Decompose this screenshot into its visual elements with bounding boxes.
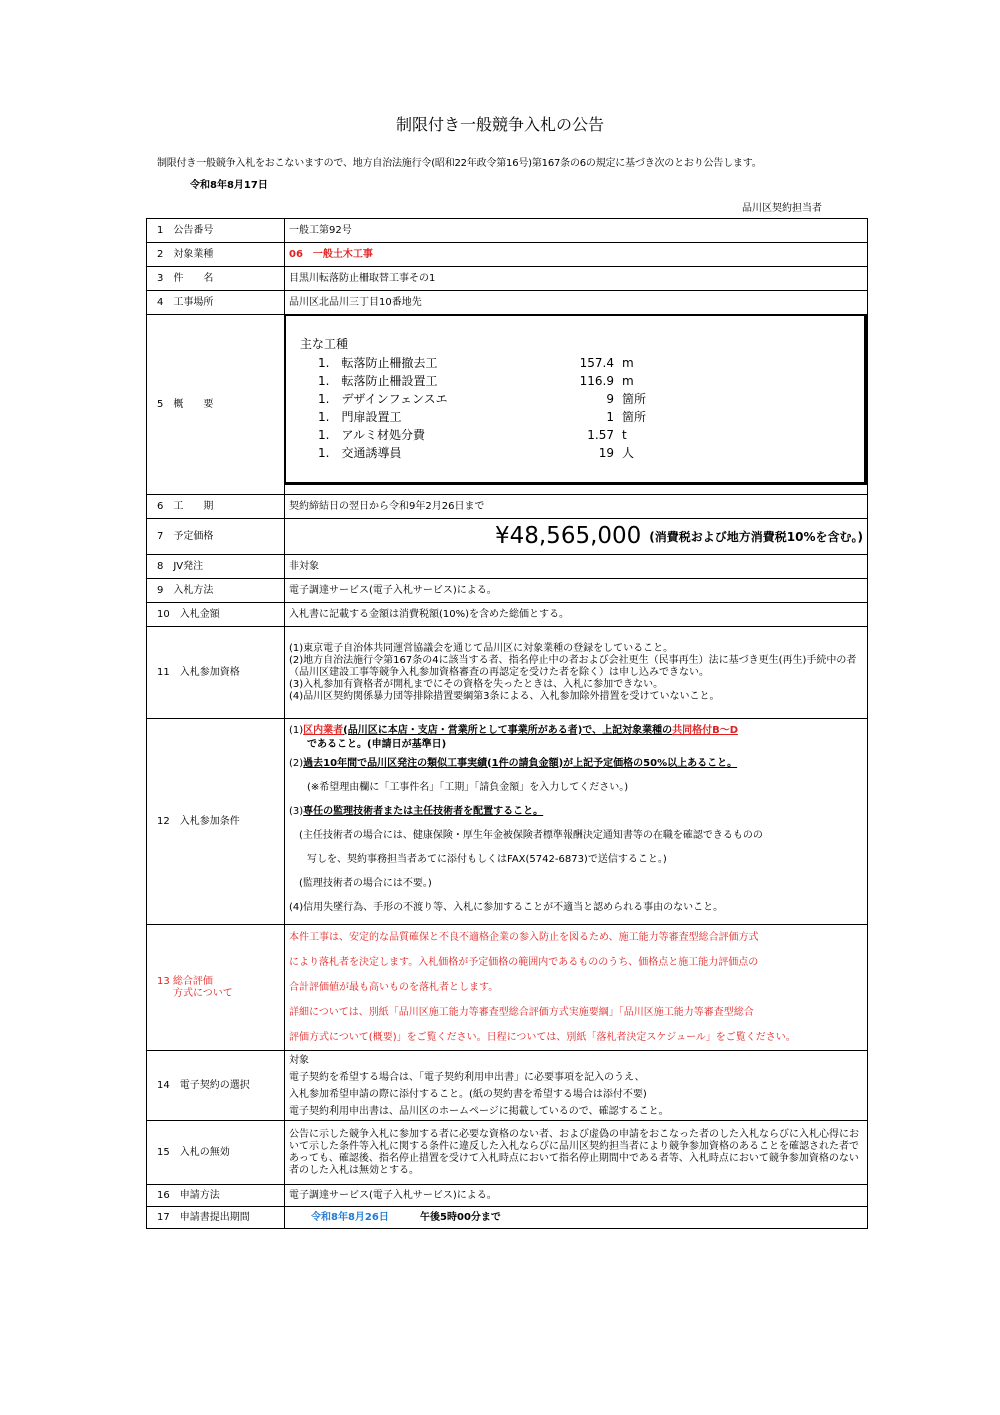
notice-table [146,218,868,1229]
value-conditions [285,719,868,925]
row-location [147,291,868,315]
value-bid-amount: 入札書に記載する金額は消費税額(10%)を含めた総価とする。 [285,603,868,627]
notice-date: 令和8年8月17日 [190,180,268,191]
row-category [147,243,868,267]
value-project-name: 目黒川転落防止柵取替工事その1 [285,267,868,291]
contract-officer: 品川区契約担当者 [742,203,822,214]
work-item: 1. デザインフェンスエ 9 箇所 [318,392,647,406]
value-location: 品川区北品川三丁目10番地先 [285,291,868,315]
label-e-contract: 14 電子契約の選択 [147,1051,285,1121]
value-notice-number: 一般工第92号 [285,219,868,243]
label-conditions: 12 入札参加条件 [147,719,285,925]
condition-3: (3)専任の監理技術者または主任技術者を配置すること。 [289,805,544,817]
evaluation-line: 詳細については、別紙「品川区施工能力等審査型総合評価方式実施要綱」「品川区施工能力等審査型総合 [289,1007,754,1018]
value-e-contract: 対象 電子契約を希望する場合は、「電子契約利用申出書」に必要事項を記入のうえ、 入札参加希望申請の際に添付すること。(紙の契約書を希望する場合は添付不要) 電子契約利用申出書は、品川区のホームページに掲載しているので、確認すること。 [285,1051,868,1121]
row-notice-number [147,219,868,243]
work-item: 1. 転落防止柵設置工 116.9 m [318,374,634,388]
works-box [285,315,867,485]
label-evaluation: 13 総合評価 方式について [147,925,285,1051]
condition-1-cont: であること。(申請日が基準日) [307,738,447,750]
deadline-time: 午後5時00分まで [420,1211,501,1223]
value-evaluation [285,925,868,1051]
row-conditions [147,719,868,925]
value-invalid-bids: 公告に示した競争入札に参加する者に必要な資格のない者、および虚偽の申請をおこなった者のした入札ならびに入札心得において示した条件等入札に関する条件に違反した入札ならびに品川区契約担当者により競争参加資格のあることを確認された者であっても、確認後、指名停止措置を受けて入札時点において指名停止期間中である者等、入札時点において競争参加資格のない者のした入札は無効とする。 [285,1121,868,1185]
row-invalid-bids [147,1121,868,1185]
condition-2-note: (※希望理由欄に「工事件名」「工期」「請負金額」を入力してください。) [307,781,629,793]
row-application-method [147,1185,868,1207]
evaluation-line: 合計評価値が最も高いものを落札者とします。 [289,982,499,993]
condition-4: (4)信用失墜行為、手形の不渡り等、入札に参加することが不適当と認められる事由のないこと。 [289,901,724,913]
evaluation-line: 評価方式について(概要)」をご覧ください。日程については、別紙「落札者決定スケジュール」をご覧ください。 [289,1032,796,1043]
works-heading: 主な工種 [300,337,349,351]
notice-title: 制限付き一般競争入札の公告 [395,115,604,134]
label-bid-amount: 10 入札金額 [147,603,285,627]
value-period: 契約締結日の翌日から令和9年2月26日まで [285,495,868,519]
row-period [147,495,868,519]
qualification-item: (1)東京電子自治体共同運営協議会を通じて品川区に対象業種の登録をしていること。 [289,642,674,654]
value-price [285,519,868,555]
label-project-name: 3 件 名 [147,267,285,291]
condition-3-note-1: (主任技術者の場合には、健康保険・厚生年金被保険者標準報酬決定通知書等の在職を確認できるものの [299,829,763,841]
work-item: 1. アルミ材処分費 1.57 t [318,428,627,442]
label-period: 6 工 期 [147,495,285,519]
value-application-method: 電子調達サービス(電子入札サービス)による。 [285,1185,868,1207]
price-amount: ¥48,565,000 [494,522,642,549]
row-evaluation [147,925,868,1051]
condition-1: (1)区内業者(品川区に本店・支店・営業所として事業所がある者)で、上記対象業種の共同格付B～D [289,724,739,736]
value-category: 06 一般土木工事 [285,243,868,267]
row-qualifications [147,627,868,719]
condition-3-note-2: 写しを、契約事務担当者あてに添付もしくはFAX(5742-6873)で送信すること。) [307,853,667,865]
value-overview [285,315,868,495]
label-category: 2 対象業種 [147,243,285,267]
label-notice-number: 1 公告番号 [147,219,285,243]
evaluation-line: により落札者を決定します。入札価格が予定価格の範囲内であるもののうち、価格点と施工能力評価点の [289,957,759,968]
condition-3-note-3: (監理技術者の場合には不要。) [299,877,432,889]
qualification-item: (3)入札参加有資格者が開札までにその資格を失ったときは、入札に参加できない。 [289,678,664,690]
price-note: (消費税および地方消費税10%を含む。) [649,529,863,544]
qualification-item: (4)品川区契約関係暴力団等排除措置要綱第3条による、入札参加除外措置を受けていないこと。 [289,690,720,702]
qualification-item: (2)地方自治法施行令第167条の4に該当する者、指名停止中の者および会社更生（民事再生）法に基づき更生(再生)手続中の者（品川区建設工事等競争入札参加資格審査の再認定を受けた者を除く）は申し込みできない。 [289,654,857,678]
value-jv: 非対象 [285,555,868,579]
label-overview: 5 概 要 [147,315,285,495]
row-bid-method [147,579,868,603]
value-qualifications [285,627,868,719]
row-project-name [147,267,868,291]
label-qualifications: 11 入札参加資格 [147,627,285,719]
label-application-period: 17 申請書提出期間 [147,1207,285,1229]
row-bid-amount [147,603,868,627]
notice-intro: 制限付き一般競争入札をおこないますので、地方自治法施行令(昭和22年政令第16号)第167条の6の規定に基づき次のとおり公告します。 [157,158,762,169]
label-invalid-bids: 15 入札の無効 [147,1121,285,1185]
label-price: 7 予定価格 [147,519,285,555]
row-overview [147,315,868,495]
label-bid-method: 9 入札方法 [147,579,285,603]
label-jv: 8 JV発注 [147,555,285,579]
value-bid-method: 電子調達サービス(電子入札サービス)による。 [285,579,868,603]
label-application-method: 16 申請方法 [147,1185,285,1207]
deadline-date: 令和8年8月26日 [311,1211,389,1223]
evaluation-line: 本件工事は、安定的な品質確保と不良不適格企業の参入防止を図るため、施工能力等審査型総合評価方式 [289,932,759,943]
condition-2: (2)過去10年間で品川区発注の類似工事実績(1件の請負金額)が上記予定価格の50%以上あること。 [289,757,738,769]
label-location: 4 工事場所 [147,291,285,315]
row-jv [147,555,868,579]
work-item: 1. 転落防止柵撤去工 157.4 m [318,356,634,370]
row-application-period [147,1207,868,1229]
work-item: 1. 交通誘導員 19 人 [318,446,635,460]
value-application-period [285,1207,868,1229]
row-e-contract [147,1051,868,1121]
row-price [147,519,868,555]
work-item: 1. 門扉設置工 1 箇所 [318,410,647,424]
